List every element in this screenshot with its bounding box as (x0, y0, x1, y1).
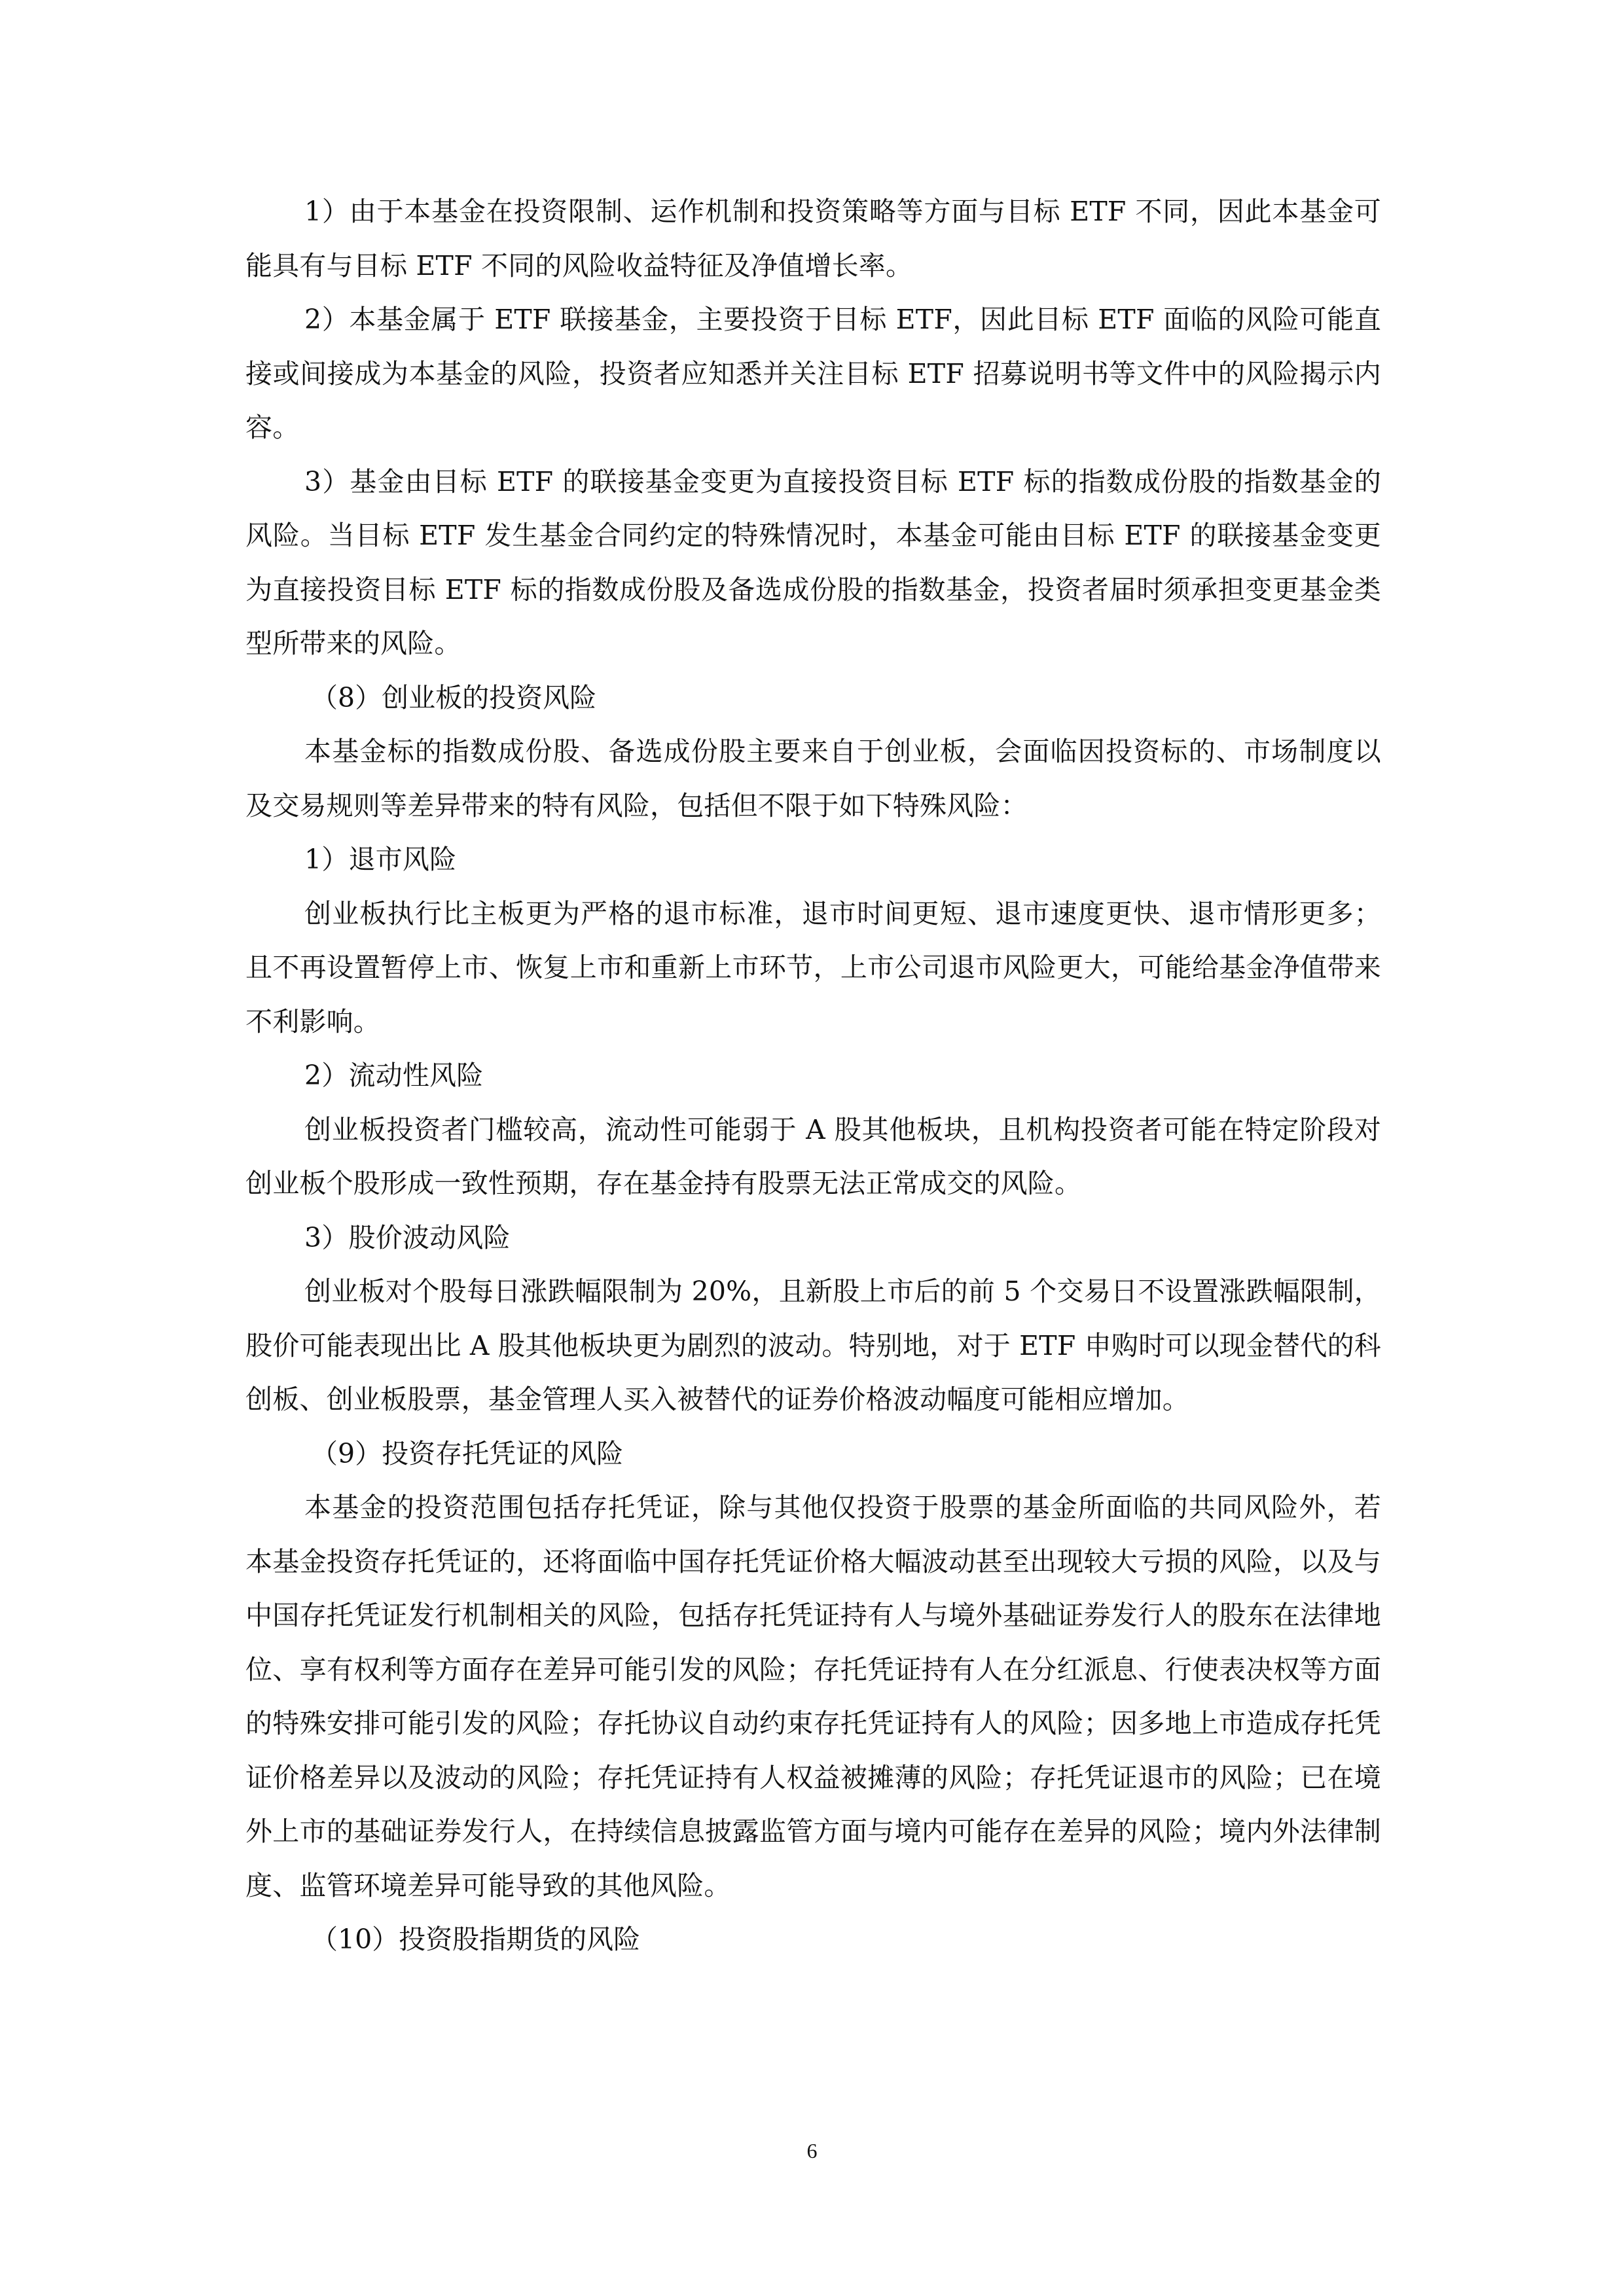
document-body (245, 185, 1381, 1967)
section-heading-8: （8）创业板的投资风险 (311, 681, 597, 713)
paragraph-delisting-risk: 创业板执行比主板更为严格的退市标准，退市时间更短、退市速度更快、退市情形更多；且不再设置暂停上市、恢复上市和重新上市环节，上市公司退市风险更大，可能给基金净值带来不利影响。 (245, 897, 1381, 1037)
paragraph-etf-risk-3: 3）基金由目标 ETF 的联接基金变更为直接投资目标 ETF 标的指数成份股的指数基金的风险。当目标 ETF 发生基金合同约定的特殊情况时，本基金可能由目标 ETF 的联接基金变更为直接投资目标 ETF 标的指数成份股及备选成份股的指数基金，投资者届时须承担变更基金类型所带来的风险。 (245, 465, 1381, 659)
paragraph-price-volatility-risk: 创业板对个股每日涨跌幅限制为 20%，且新股上市后的前 5 个交易日不设置涨跌幅限制，股价可能表现出比 A 股其他板块更为剧烈的波动。特别地，对于 ETF 申购时可以现金替代的科创板、创业板股票，基金管理人买入被替代的证券价格波动幅度可能相应增加。 (245, 1276, 1381, 1415)
paragraph-etf-risk-2: 2）本基金属于 ETF 联接基金，主要投资于目标 ETF，因此目标 ETF 面临的风险可能直接或间接成为本基金的风险，投资者应知悉并关注目标 ETF 招募说明书等文件中的风险揭示内容。 (245, 304, 1381, 443)
subheading-delisting-risk: 1）退市风险 (304, 844, 457, 875)
subheading-liquidity-risk: 2）流动性风险 (304, 1060, 484, 1091)
page-number: 6 (806, 2139, 818, 2162)
subheading-price-volatility-risk: 3）股价波动风险 (304, 1221, 511, 1253)
paragraph-depositary-receipt-risk: 本基金的投资范围包括存托凭证，除与其他仅投资于股票的基金所面临的共同风险外，若本基金投资存托凭证的，还将面临中国存托凭证价格大幅波动甚至出现较大亏损的风险，以及与中国存托凭证发行机制相关的风险，包括存托凭证持有人与境外基础证券发行人的股东在法律地位、享有权利等方面存在差异可能引发的风险；存托凭证持有人在分红派息、行使表决权等方面的特殊安排可能引发的风险；存托协议自动约束存托凭证持有人的风险；因多地上市造成存托凭证价格差异以及波动的风险；存托凭证持有人权益被摊薄的风险；存托凭证退市的风险；已在境外上市的基础证券发行人，在持续信息披露监管方面与境内可能存在差异的风险；境内外法律制度、监管环境差异可能导致的其他风险。 (245, 1492, 1381, 1901)
section-heading-9: （9）投资存托凭证的风险 (311, 1437, 624, 1469)
paragraph-chinext-intro: 本基金标的指数成份股、备选成份股主要来自于创业板，会面临因投资标的、市场制度以及交易规则等差异带来的特有风险，包括但不限于如下特殊风险： (245, 736, 1381, 821)
paragraph-liquidity-risk: 创业板投资者门槛较高，流动性可能弱于 A 股其他板块，且机构投资者可能在特定阶段对创业板个股形成一致性预期，存在基金持有股票无法正常成交的风险。 (245, 1113, 1381, 1199)
paragraph-etf-risk-1: 1）由于本基金在投资限制、运作机制和投资策略等方面与目标 ETF 不同，因此本基金可能具有与目标 ETF 不同的风险收益特征及净值增长率。 (245, 196, 1381, 281)
section-heading-10: （10）投资股指期货的风险 (311, 1924, 641, 1955)
